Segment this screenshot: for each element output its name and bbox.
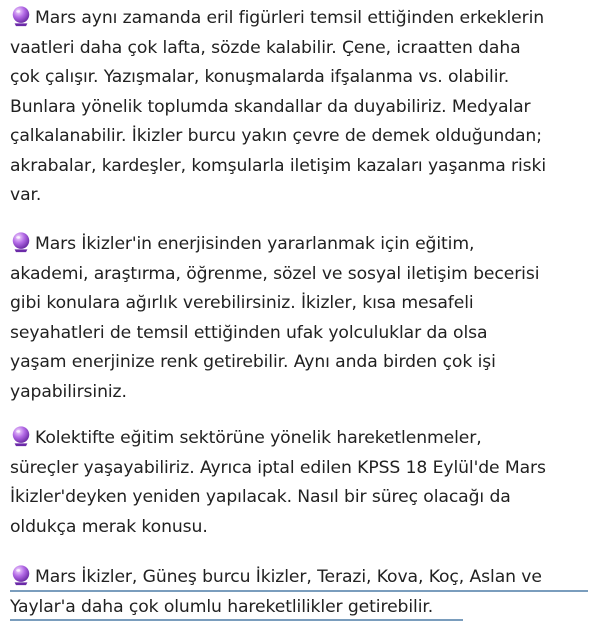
paragraph-line: oldukça merak konusu. xyxy=(10,516,208,537)
paragraph-line xyxy=(10,4,592,34)
link-underline xyxy=(10,590,588,592)
paragraph-line: süreçler yaşayabiliriz. Ayrıca iptal edilen KPSS 18 Eylül'de Mars xyxy=(10,457,546,478)
paragraph-line: seyahatleri de temsil ettiğinden ufak yolculuklar da olsa xyxy=(10,322,488,343)
paragraph-1 xyxy=(10,4,592,211)
paragraph-line xyxy=(10,230,592,260)
crystal-ball-icon xyxy=(10,425,32,447)
paragraph-line: yaşam enerjinize renk getirebilir. Aynı anda birden çok işi xyxy=(10,352,496,372)
paragraph-line: akademi, araştırma, öğrenme, sözel ve sosyal iletişim becerisi xyxy=(10,263,540,284)
paragraph-4[interactable] xyxy=(10,563,592,622)
paragraph-line[interactable]: Yaylar'a daha çok olumlu hareketlilikler getirebilir. xyxy=(10,596,434,617)
paragraph-line: gibi konulara ağırlık verebilirsiniz. İkizler, kısa mesafeli xyxy=(10,293,474,313)
paragraph-line: çok çalışır. Yazışmalar, konuşmalarda ifşalanma vs. olabilir. xyxy=(10,67,510,87)
paragraph-line: çalkalanabilir. İkizler burcu yakın çevre de demek olduğundan; xyxy=(10,126,542,146)
crystal-ball-icon xyxy=(10,564,32,586)
line-text: Mars aynı zamanda eril figürleri temsil ettiğinden erkeklerin xyxy=(35,8,545,28)
paragraph-line: var. xyxy=(10,185,42,205)
line-text[interactable]: Mars İkizler, Güneş burcu İkizler, Terazi, Kova, Koç, Aslan ve xyxy=(35,567,542,587)
paragraph-line: İkizler'deyken yeniden yapılacak. Nasıl bir süreç olacağı da xyxy=(10,487,511,507)
paragraph-2 xyxy=(10,230,592,407)
line-text: Kolektifte eğitim sektörüne yönelik hareketlenmeler, xyxy=(35,428,482,448)
paragraph-line: vaatleri daha çok lafta, sözde kalabilir. Çene, icraatten daha xyxy=(10,37,521,58)
paragraph-line: akrabalar, kardeşler, komşularla iletişim kazaları yaşanma riski xyxy=(10,155,547,176)
crystal-ball-icon xyxy=(10,5,32,27)
paragraph-3 xyxy=(10,424,592,542)
crystal-ball-icon xyxy=(10,231,32,253)
paragraph-line: yapabilirsiniz. xyxy=(10,381,127,402)
line-text: Mars İkizler'in enerjisinden yararlanmak için eğitim, xyxy=(35,234,475,254)
paragraph-line xyxy=(10,424,592,454)
paragraph-line[interactable] xyxy=(10,563,592,593)
paragraph-line: Bunlara yönelik toplumda skandallar da duyabiliriz. Medyalar xyxy=(10,96,531,117)
link-underline xyxy=(10,619,463,621)
